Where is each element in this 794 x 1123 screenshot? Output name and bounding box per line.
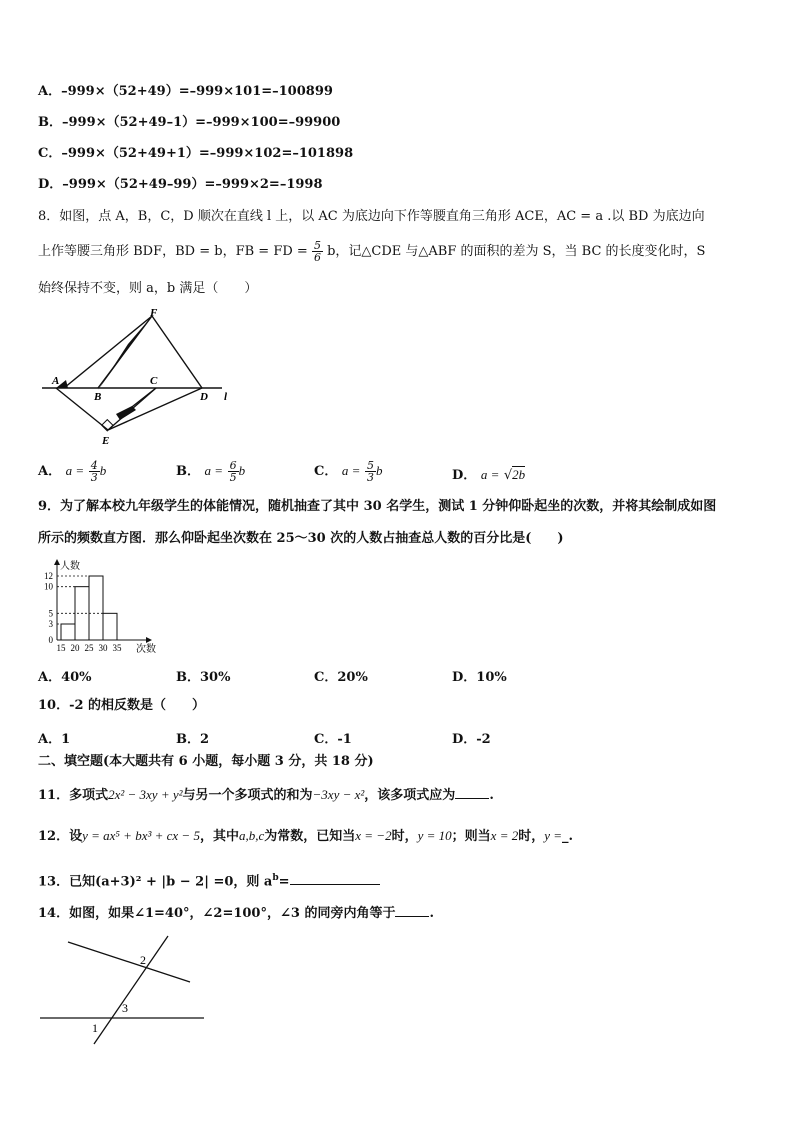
y-tick-label: 3 [48, 619, 53, 629]
label-F: F [150, 307, 158, 319]
x-axis-arrow [146, 637, 152, 643]
q13-stem: 13．已知(a+3)² + |b − 2| =0，则 $a^b=$ [38, 869, 380, 891]
q10-option-c: C．-1 [314, 732, 352, 747]
q11-stem: 11．多项式2x² − 3xy + y²与另一个多项式的和为−3xy − x²，该多项式应为 . [38, 787, 494, 803]
label-C: C [150, 375, 158, 387]
x-axis-label: 次数 [136, 644, 156, 655]
q9-histogram [30, 558, 170, 658]
q8-stem-line2 [38, 240, 705, 263]
q10-stem: 10．-2 的相反数是（ ） [38, 698, 206, 713]
q8-option-d: D． a = √2b [452, 467, 526, 483]
q11-answer-blank [455, 786, 489, 799]
q8-option-b: B． a = $\frac{6}{5}$ b [176, 459, 246, 484]
label-l: l [224, 391, 228, 403]
angle-1-label: 1 [92, 1021, 98, 1035]
q10-option-b: B．2 [176, 732, 210, 747]
q8-option-c: C． a = $\frac{5}{3}$ b [314, 459, 383, 484]
q8-figure [36, 306, 236, 448]
q8-fraction: $\frac{5}{6}$ [313, 239, 321, 264]
histogram-bar [61, 624, 75, 640]
y-axis-label: 人数 [60, 561, 80, 572]
q8-line2-a: 上作等腰三角形 BDF，BD = b，FB = FD = [38, 244, 308, 259]
q10-option-d: D．-2 [452, 732, 491, 747]
q11-expr2: −3xy − x² [312, 787, 365, 802]
x-tick-label: 35 [112, 643, 122, 653]
section-2-heading: 二、填空题(本大题共有 6 小题，每小题 3 分，共 18 分) [38, 754, 374, 769]
y-tick-label: 10 [44, 581, 53, 592]
q9-stem-line2: 所示的频数直方图．那么仰卧起坐次数在 25～30 次的人数占抽查总人数的百分比是( ) [38, 531, 564, 546]
q14-answer-blank [395, 904, 429, 917]
q13-answer-blank [290, 872, 380, 885]
q8-line2-b: b，记△CDE 与△ABF 的面积的差为 S，当 BC 的长度变化时，S [327, 244, 706, 259]
q7-option-d: D．–999×（52+49–99）=–999×2=–1998 [38, 177, 323, 192]
label-B: B [94, 391, 102, 403]
q7-option-b: B．–999×（52+49–1）=–999×100=–99900 [38, 115, 341, 130]
angle-3-label: 3 [122, 1001, 128, 1015]
x-tick-label: 30 [98, 643, 108, 653]
q11-expr1: 2x² − 3xy + y² [108, 787, 183, 802]
histogram-bar [103, 613, 117, 640]
q8-option-a: A． a = $\frac{4}{3}$ b [38, 459, 107, 484]
x-tick-label: 20 [70, 643, 80, 653]
x-tick-label: 15 [56, 643, 66, 653]
q8-stem-line1: 8．如图，点 A，B，C，D 顺次在直线 l 上，以 AC 为底边向下作等腰直角三角形 ACE，AC = a .以 BD 为底边向 [38, 209, 705, 224]
q12-expr: y = ax⁵ + bx³ + cx − 5 [82, 828, 200, 843]
y-tick-label: 12 [44, 571, 53, 581]
q12-stem: 12．设y = ax⁵ + bx³ + cx − 5，其中a,b,c为常数，已知当x = −2时，y = 10；则当x = 2时，y =_. [38, 828, 574, 844]
q9-option-d: D．10% [452, 670, 507, 685]
label-E: E [102, 435, 110, 447]
q7-option-c: C．–999×（52+49+1）=–999×102=–101898 [38, 146, 354, 161]
q9-option-c: C．20% [314, 670, 368, 685]
y-tick-label: 0 [48, 635, 53, 645]
y-tick-label: 5 [48, 608, 53, 619]
q13-expr: (a+3)² + |b − 2| =0 [95, 874, 234, 890]
q9-stem-line1: 9．为了解本校九年级学生的体能情况，随机抽查了其中 30 名学生，测试 1 分钟仰卧起坐的次数，并将其绘制成如图 [38, 499, 717, 514]
q10-option-a: A．1 [38, 732, 71, 747]
q9-option-b: B．30% [176, 670, 231, 685]
label-A: A [52, 375, 60, 387]
x-tick-label: 25 [84, 643, 94, 653]
q14-figure [36, 934, 206, 1046]
q8-stem-line3: 始终保持不变，则 a，b 满足（ ） [38, 281, 258, 296]
q7-option-a: A．–999×（52+49）=–999×101=–100899 [38, 84, 333, 99]
angle-2-label: 2 [140, 953, 146, 967]
q14-stem: 14．如图，如果∠1=40°，∠2=100°，∠3 的同旁内角等于 . [38, 906, 434, 921]
q9-option-a: A．40% [38, 670, 92, 685]
histogram-bar [89, 576, 103, 640]
label-D: D [200, 391, 208, 403]
